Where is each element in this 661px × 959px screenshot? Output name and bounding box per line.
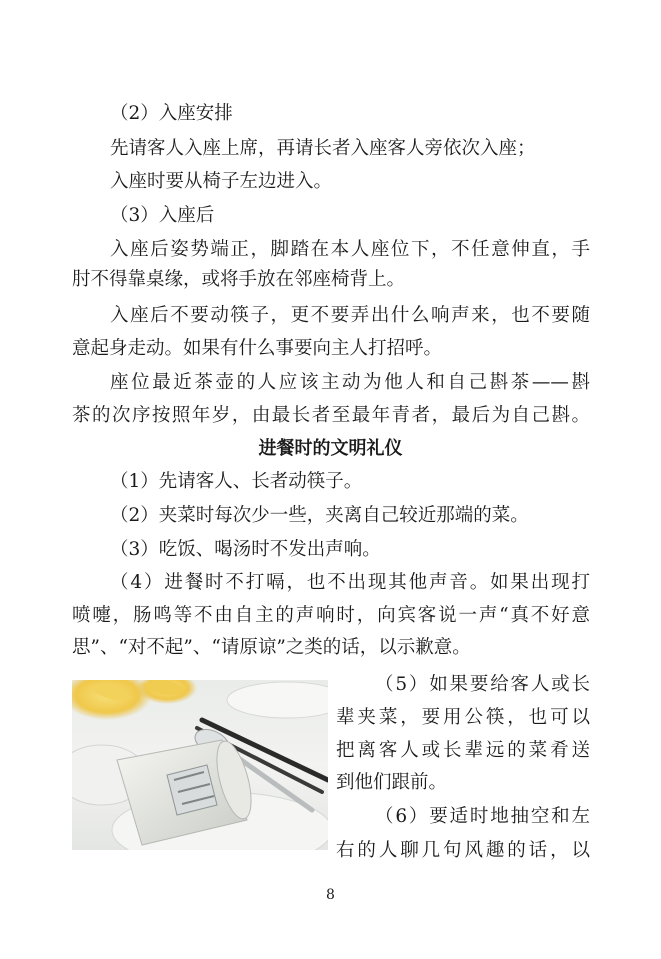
text-line: （3）入座后: [110, 205, 215, 226]
text-line: 意起身走动。如果有什么事要向主人打招呼。: [72, 338, 443, 359]
text-line: （4）进餐时不打嗝，也不出现其他声音。如果出现打: [110, 572, 590, 593]
text-line: 座位最近茶壶的人应该主动为他人和自己斟茶——斟: [110, 372, 590, 393]
text-line: 茶的次序按照年岁，由最长者至最年青者，最后为自己斟。: [72, 405, 590, 426]
text-line: 辈夹菜，要用公筷，也可以: [336, 707, 590, 728]
text-line: （2）入座安排: [110, 103, 233, 124]
place-setting-illustration: [72, 680, 328, 850]
text-line: （6）要适时地抽空和左: [375, 806, 590, 827]
section-heading: 进餐时的文明礼仪: [258, 438, 403, 459]
text-line: 肘不得靠桌缘，或将手放在邻座椅背上。: [72, 269, 406, 290]
text-line: 入座后不要动筷子，更不要弄出什么响声来，也不要随: [110, 305, 590, 326]
text-line: （2）夹菜时每次少一些，夹离自己较近那端的菜。: [110, 505, 529, 526]
text-line: 思”、“对不起”、“请原谅”之类的话，以示歉意。: [72, 637, 471, 658]
table-setting-photo: [72, 680, 328, 850]
page-number: 8: [326, 887, 335, 903]
text-line: 先请客人入座上席，再请长者入座客人旁依次入座；: [110, 138, 536, 159]
text-line: 入座后姿势端正，脚踏在本人座位下，不任意伸直，手: [110, 239, 590, 260]
text-line: 把离客人或长辈远的菜肴送: [336, 740, 590, 761]
text-line: 右的人聊几句风趣的话，以: [336, 840, 590, 861]
text-line: 喷嚏，肠鸣等不由自主的声响时，向宾客说一声“真不好意: [72, 605, 590, 626]
text-line: 到他们跟前。: [336, 772, 448, 793]
text-line: （3）吃饭、喝汤时不发出声响。: [110, 539, 381, 560]
text-line: （5）如果要给客人或长: [375, 674, 590, 695]
text-line: （1）先请客人、长者动筷子。: [110, 471, 363, 492]
text-line: 入座时要从椅子左边进入。: [110, 171, 333, 192]
